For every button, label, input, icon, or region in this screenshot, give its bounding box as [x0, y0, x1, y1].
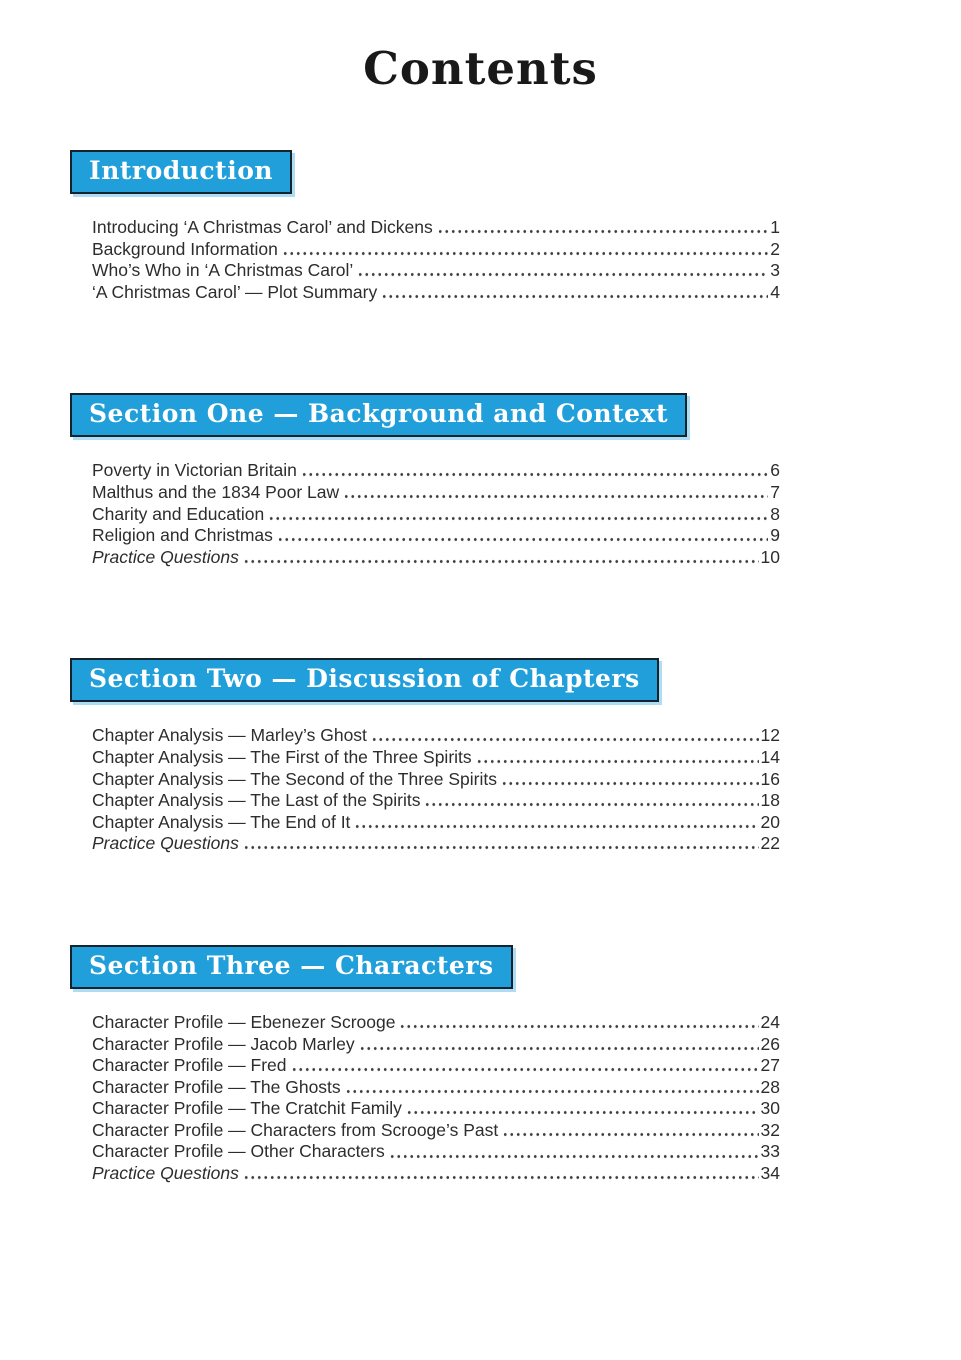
- dot-leader: [381, 282, 768, 304]
- dot-leader: [389, 1141, 759, 1163]
- entry-page-number: 6: [770, 460, 780, 481]
- toc-entry: [92, 482, 780, 504]
- toc-entry: [92, 1055, 780, 1077]
- toc-entry: [92, 1120, 780, 1142]
- entry-title: Who’s Who in ‘A Christmas Carol’: [92, 260, 354, 281]
- section-heading: Section Three — Characters: [70, 945, 513, 989]
- dot-leader: [243, 833, 759, 855]
- entry-title: Character Profile — The Ghosts: [92, 1076, 341, 1097]
- entry-page-number: 3: [770, 260, 780, 281]
- toc-entry: [92, 1077, 780, 1099]
- entry-page-number: 2: [770, 238, 780, 259]
- entry-page-number: 9: [770, 525, 780, 546]
- entry-page-number: 12: [760, 725, 780, 746]
- dot-leader: [243, 547, 759, 569]
- dot-leader: [243, 1163, 759, 1185]
- entry-title: Religion and Christmas: [92, 525, 273, 546]
- toc-entry: [92, 525, 780, 547]
- entry-page-number: 10: [760, 546, 780, 567]
- toc-entry: [92, 260, 780, 282]
- entry-title: Introducing ‘A Christmas Carol’ and Dickens: [92, 217, 433, 237]
- dot-leader: [345, 1077, 759, 1099]
- toc-entry: [92, 239, 780, 261]
- entry-title: Chapter Analysis — The Last of the Spirits: [92, 790, 421, 811]
- entry-page-number: 27: [760, 1055, 780, 1076]
- toc-entry: [92, 282, 780, 304]
- section-heading: Introduction: [70, 150, 292, 194]
- toc-entry: [92, 1163, 780, 1185]
- entry-page-number: 22: [760, 833, 780, 854]
- entry-title: Character Profile — The Cratchit Family: [92, 1098, 402, 1119]
- entry-page-number: 16: [760, 768, 780, 789]
- toc-section: [70, 393, 961, 568]
- toc-entry: [92, 547, 780, 569]
- dot-leader: [476, 747, 759, 769]
- page-title: Contents: [363, 42, 598, 95]
- entry-title: Character Profile — Fred: [92, 1055, 287, 1076]
- toc-entry: [92, 217, 780, 239]
- section-heading: Section One — Background and Context: [70, 393, 687, 437]
- dot-leader: [501, 769, 759, 791]
- dot-leader: [424, 790, 758, 812]
- toc-entry: [92, 1012, 780, 1034]
- dot-leader: [282, 239, 768, 261]
- dot-leader: [354, 812, 758, 834]
- toc-entry-list: [92, 460, 780, 568]
- entry-page-number: 26: [760, 1033, 780, 1054]
- entry-title: Background Information: [92, 238, 278, 259]
- section-heading: Section Two — Discussion of Chapters: [70, 658, 659, 702]
- entry-title: Chapter Analysis — The Second of the Three Spirits: [92, 768, 497, 789]
- entry-title: Poverty in Victorian Britain: [92, 460, 297, 481]
- toc-entry: [92, 747, 780, 769]
- entry-page-number: 30: [760, 1098, 780, 1119]
- entry-title: ‘A Christmas Carol’ — Plot Summary: [92, 281, 378, 302]
- toc-section: [70, 658, 961, 855]
- entry-page-number: 34: [760, 1163, 780, 1184]
- dot-leader: [301, 460, 768, 482]
- toc-entry: [92, 833, 780, 855]
- dot-leader: [359, 1034, 759, 1056]
- entry-page-number: 1: [770, 217, 780, 237]
- entry-title: Character Profile — Characters from Scrooge’s Past: [92, 1119, 499, 1140]
- dot-leader: [268, 504, 768, 526]
- toc-entry: [92, 812, 780, 834]
- toc-entry-list: [92, 217, 780, 303]
- dot-leader: [399, 1012, 758, 1034]
- entry-title: Chapter Analysis — The First of the Three Spirits: [92, 746, 472, 767]
- entry-page-number: 7: [770, 481, 780, 502]
- dot-leader: [502, 1120, 758, 1142]
- dot-leader: [357, 260, 768, 282]
- entry-title: Practice Questions: [92, 1163, 239, 1184]
- toc-entry: [92, 769, 780, 791]
- entry-page-number: 28: [760, 1076, 780, 1097]
- entry-page-number: 33: [760, 1141, 780, 1162]
- toc-section: [70, 150, 961, 303]
- entry-title: Charity and Education: [92, 503, 265, 524]
- entry-title: Character Profile — Other Characters: [92, 1141, 385, 1162]
- entry-page-number: 32: [760, 1119, 780, 1140]
- dot-leader: [343, 482, 768, 504]
- entry-title: Character Profile — Ebenezer Scrooge: [92, 1011, 396, 1032]
- entry-title: Chapter Analysis — The End of It: [92, 811, 351, 832]
- dot-leader: [437, 217, 769, 239]
- entry-page-number: 18: [760, 790, 780, 811]
- toc-entry: [92, 790, 780, 812]
- toc-entry: [92, 1098, 780, 1120]
- entry-page-number: 20: [760, 811, 780, 832]
- entry-page-number: 8: [770, 503, 780, 524]
- entry-title: Malthus and the 1834 Poor Law: [92, 481, 340, 502]
- toc-entry: [92, 1141, 780, 1163]
- toc-entry: [92, 460, 780, 482]
- toc-section: [70, 945, 961, 1185]
- entry-title: Practice Questions: [92, 546, 239, 567]
- dot-leader: [371, 725, 759, 747]
- entry-page-number: 4: [770, 281, 780, 302]
- entry-page-number: 14: [760, 746, 780, 767]
- toc-entry-list: [92, 725, 780, 855]
- toc-entry: [92, 725, 780, 747]
- toc-entry: [92, 504, 780, 526]
- entry-title: Character Profile — Jacob Marley: [92, 1033, 355, 1054]
- toc-sections: [0, 150, 961, 1185]
- entry-title: Chapter Analysis — Marley’s Ghost: [92, 725, 367, 746]
- entry-title: Practice Questions: [92, 833, 239, 854]
- toc-entry-list: [92, 1012, 780, 1185]
- dot-leader: [406, 1098, 759, 1120]
- dot-leader: [291, 1055, 759, 1077]
- entry-page-number: 24: [760, 1011, 780, 1032]
- toc-entry: [92, 1034, 780, 1056]
- dot-leader: [277, 525, 768, 547]
